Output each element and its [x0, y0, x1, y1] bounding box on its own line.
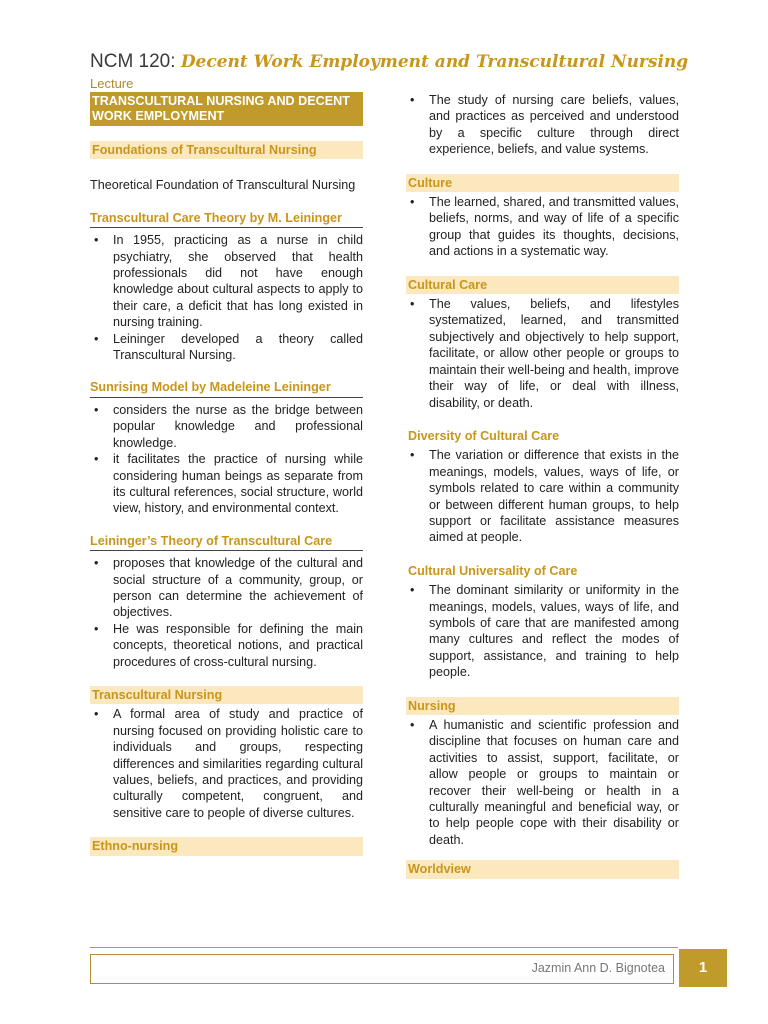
- transcultural-nursing-list: [90, 706, 363, 821]
- list-item: • A formal area of study and practice of nursing focused on providing holistic care to individuals and groups, respecting differences and similarities regarding cultural values, beliefs, and practices, and providing culturally competent, congruent, and sensitive care to people of diverse cultures.: [90, 706, 363, 821]
- culture-list: [406, 194, 679, 260]
- heading-diversity: Diversity of Cultural Care: [408, 428, 560, 443]
- list-item: • The dominant similarity or uniformity in the meanings, models, values, ways of life, and symbols of care that are manifested among many cultures and reflect the modes of support, assistance, and training to help people.: [406, 582, 679, 680]
- care-theory-list: [90, 232, 363, 363]
- ethno-nursing-list: [406, 92, 679, 158]
- list-item: • He was responsible for defining the main concepts, theoretical notions, and practical procedures of cross-cultural nursing.: [90, 621, 363, 670]
- sunrising-list: [90, 402, 363, 517]
- heading-foundations: Foundations of Transcultural Nursing: [90, 141, 363, 159]
- left-column: [90, 92, 363, 858]
- leininger-theory-list: [90, 555, 363, 670]
- list-item: • The values, beliefs, and lifestyles systematized, learned, and transmitted subjectively and objectively to help support, facilitate, or allow other people or groups to maintain their well-being and health, improve their way of life, or deal with illness, disability, or death.: [406, 296, 679, 411]
- course-code: NCM 120:: [90, 51, 181, 72]
- theoretical-foundation-text: Theoretical Foundation of Transcultural Nursing: [90, 178, 356, 193]
- heading-worldview: Worldview: [406, 860, 679, 878]
- list-item: • Leininger developed a theory called Transcultural Nursing.: [90, 331, 363, 364]
- heading-care-theory: Transcultural Care Theory by M. Leininger: [90, 210, 363, 228]
- footer-box: [90, 954, 674, 984]
- universality-list: [406, 582, 679, 680]
- lecture-label: Lecture: [90, 76, 134, 91]
- heading-transcultural-nursing: Transcultural Nursing: [90, 686, 363, 704]
- cultural-care-list: [406, 296, 679, 411]
- heading-ethno-nursing: Ethno-nursing: [90, 837, 363, 855]
- document-title: [90, 50, 690, 74]
- heading-cultural-care: Cultural Care: [406, 276, 679, 294]
- list-item: • proposes that knowledge of the cultural and social structure of a community, group, or person can determine the achievement of objectives.: [90, 555, 363, 621]
- heading-sunrising-model: Sunrising Model by Madeleine Leininger: [90, 379, 363, 397]
- nursing-list: [406, 717, 679, 848]
- footer-rule: [90, 947, 678, 948]
- page-number: 1: [679, 949, 727, 987]
- list-item: • The study of nursing care beliefs, values, and practices as perceived and understood by a specific culture through direct experience, beliefs, and value systems.: [406, 92, 679, 158]
- list-item: • it facilitates the practice of nursing while considering human beings as separate from its cultural references, social structure, world view, history, and environmental context.: [90, 451, 363, 517]
- heading-nursing: Nursing: [406, 697, 679, 715]
- heading-culture: Culture: [406, 174, 679, 192]
- course-title: Decent Work Employment and Transcultural Nursing: [180, 52, 689, 72]
- list-item: • considers the nurse as the bridge between popular knowledge and professional knowledge.: [90, 402, 363, 451]
- footer-author: Jazmin Ann D. Bignotea: [531, 961, 665, 975]
- right-column: [406, 92, 679, 881]
- diversity-list: [406, 447, 679, 545]
- list-item: • A humanistic and scientific profession and discipline that focuses on human care and activities to assist, support, facilitate, or allow people or groups to maintain or recover their well-being or health in a culturally meaningful and beneficial way, or to help people cope with their disability or death.: [406, 717, 679, 848]
- list-item: • The variation or difference that exists in the meanings, models, values, ways of life, or symbols related to care within a community or between different human groups, to help support or facilitate assistance measures aimed at people.: [406, 447, 679, 545]
- heading-universality: Cultural Universality of Care: [408, 563, 578, 578]
- list-item: • In 1955, practicing as a nurse in child psychiatry, she observed that health professionals did not have enough knowledge about cultural aspects to apply to their care, a deficit that has long existed in nursing training.: [90, 232, 363, 330]
- section-banner: TRANSCULTURAL NURSING AND DECENT WORK EMPLOYMENT: [90, 92, 363, 126]
- heading-leininger-theory: Leininger’s Theory of Transcultural Care: [90, 533, 363, 551]
- list-item: • The learned, shared, and transmitted values, beliefs, norms, and way of life of a specific group that guides its thoughts, decisions, and actions in a systematic way.: [406, 194, 679, 260]
